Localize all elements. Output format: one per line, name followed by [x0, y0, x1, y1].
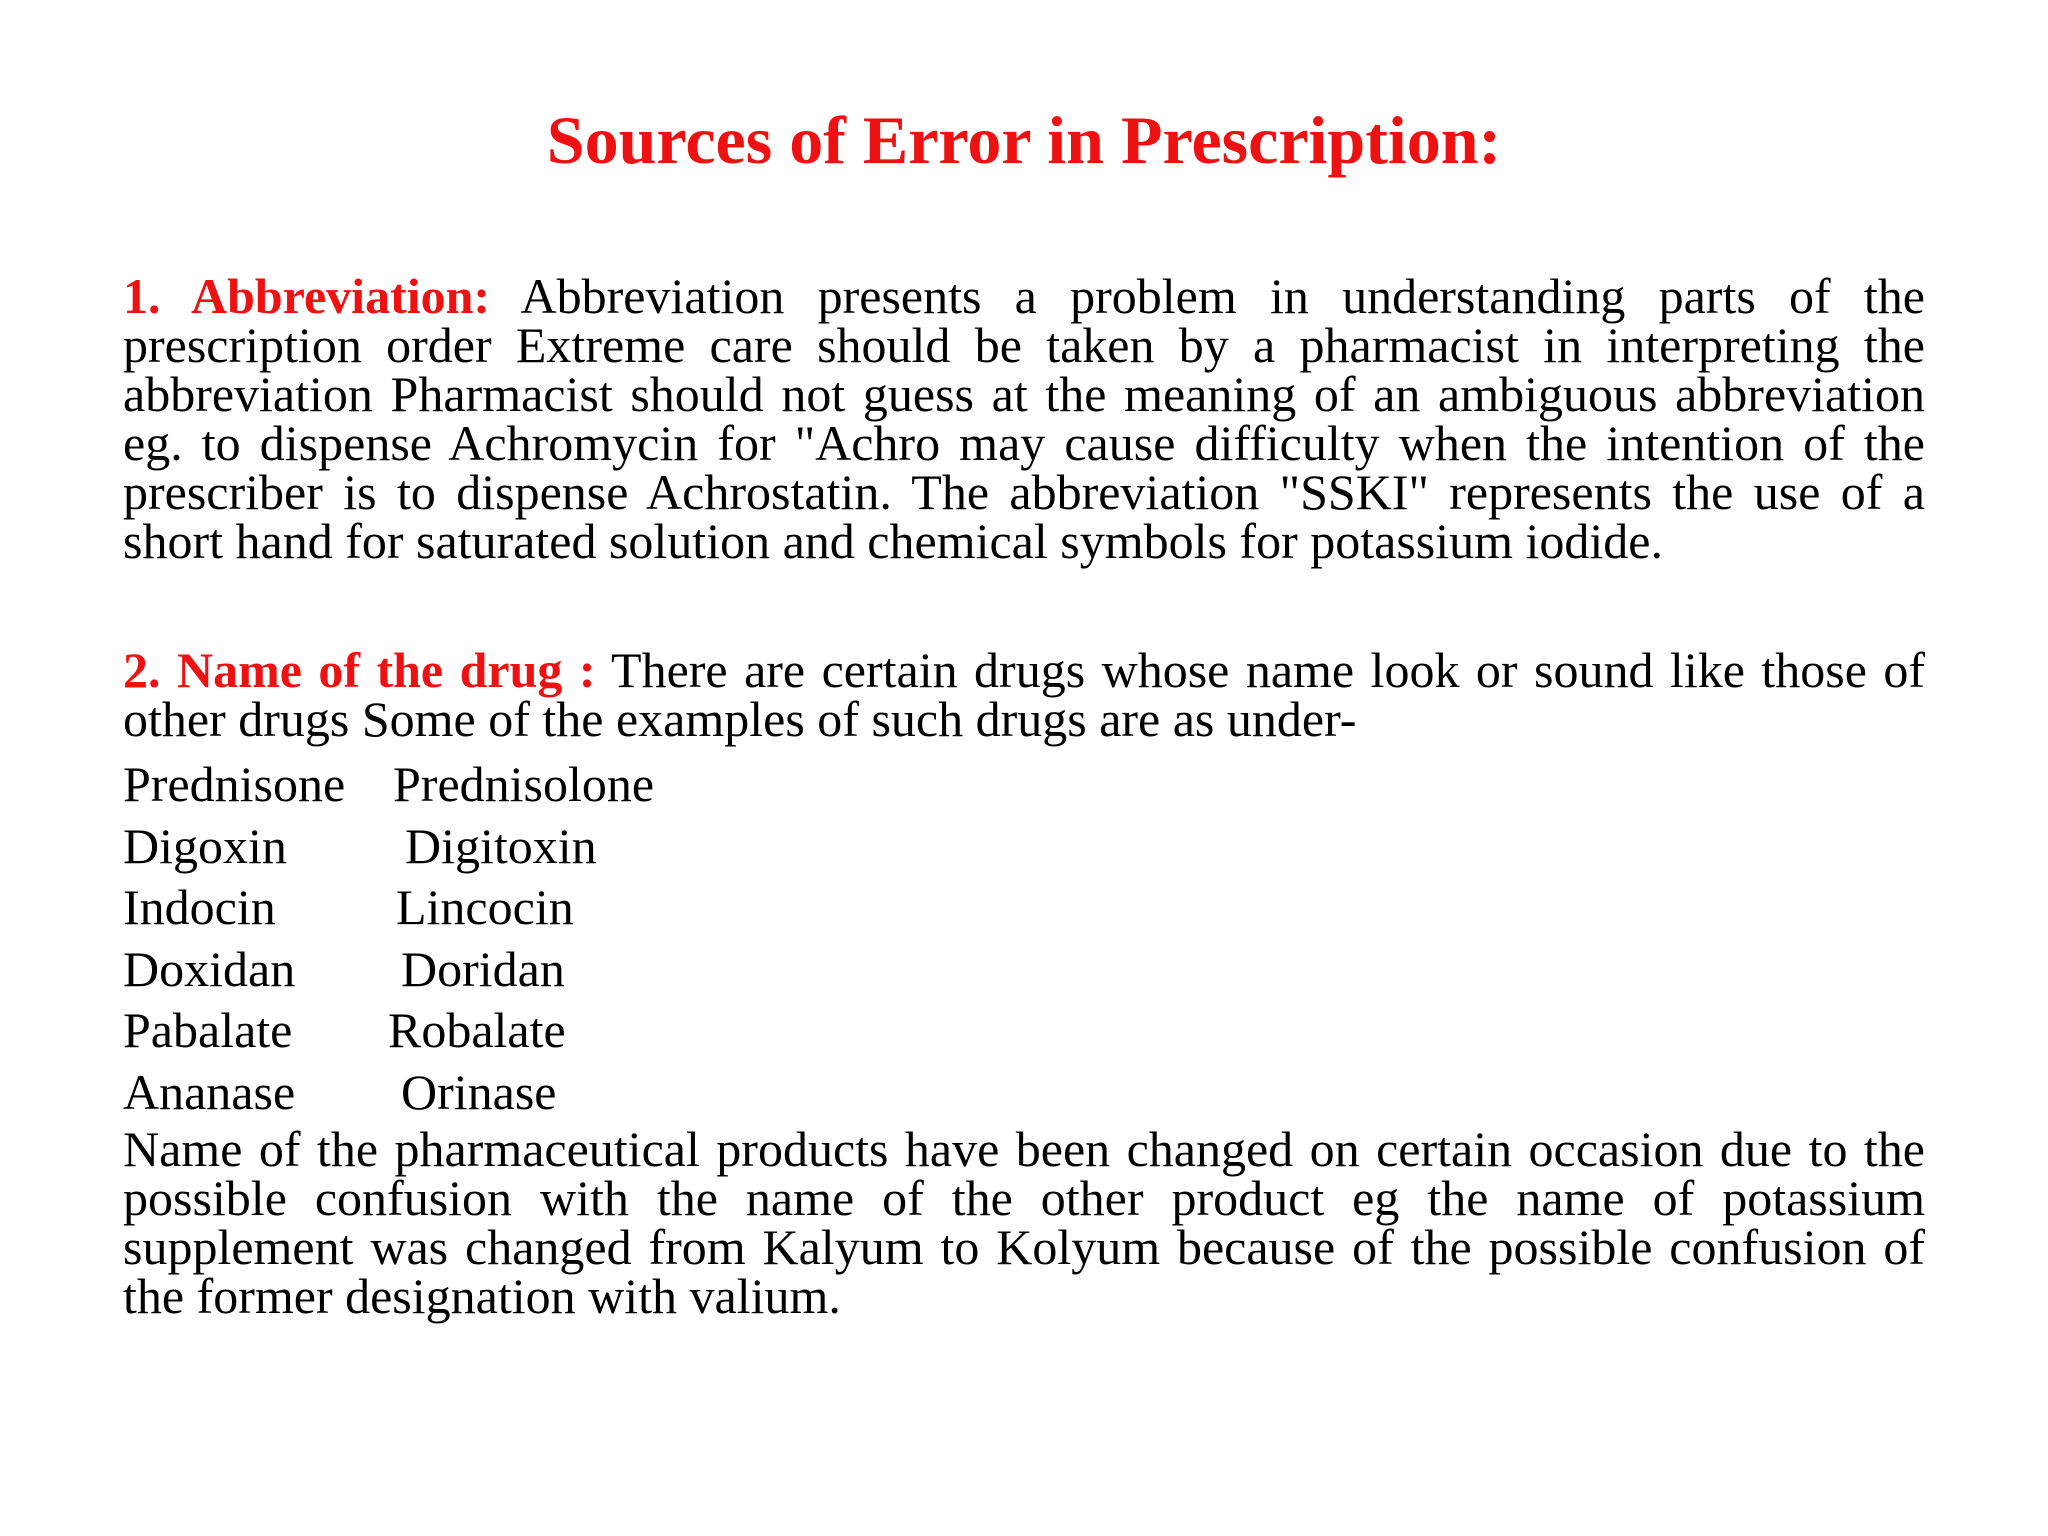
drug-name-paragraph: [123, 642, 1926, 747]
drug-pair: [123, 877, 1925, 939]
drug-name-a: Digoxin: [123, 817, 287, 874]
drug-pair: [123, 816, 1925, 878]
drug-name-b: Doridan: [401, 940, 565, 997]
name-change-paragraph: Name of the pharmaceutical products have been changed on certain occasion due to the possible confusion with the name of the other product eg the name of potassium supplement was changed from Kalyum to Kolyum because of the possible confusion of the former designation with valium.: [123, 1121, 1925, 1324]
drug-name-b: Lincocin: [396, 879, 574, 935]
drug-name-heading: 2. Name of the drug :: [123, 642, 596, 698]
drug-name-a: Pabalate: [123, 1002, 293, 1058]
drug-name-b: Robalate: [388, 1002, 566, 1058]
abbreviation-heading: 1. Abbreviation:: [123, 268, 491, 324]
drug-name-a: Indocin: [123, 879, 276, 935]
page-title: Sources of Error in Prescription:: [546, 102, 1502, 178]
drug-pair: [123, 1000, 1925, 1062]
drug-name-a: Prednisone: [123, 756, 346, 812]
drug-pair: [123, 1062, 1925, 1124]
abbreviation-text: Abbreviation presents a problem in understanding parts of the prescription order Extreme care should be taken by a pharmacist in interpreting the abbreviation Pharmacist should not guess at the meaning of an ambiguous abbreviation eg. to dispense Achromycin for "Achro may cause difficulty when the intention of the prescriber is to dispense Achrostatin. The abbreviation "SSKI" represents the use of a short hand for saturated solution and chemical symbols for potassium iodide.: [123, 268, 1925, 569]
slide-content: [123, 268, 1926, 1324]
drug-name-a: Doxidan: [123, 940, 296, 997]
drug-pair: [123, 939, 1925, 1001]
drug-pair: [123, 754, 1925, 816]
drug-name-b: Prednisolone: [393, 756, 655, 812]
drug-name-b: Digitoxin: [405, 817, 597, 874]
abbreviation-paragraph: [123, 268, 1925, 569]
drug-name-b: Orinase: [401, 1063, 557, 1120]
drug-name-a: Ananase: [123, 1063, 296, 1120]
drug-pairs-list: [123, 754, 1925, 1123]
drug-name-text: There are certain drugs whose name look or sound like those of other drugs Some of the examples of such drugs are as under-: [123, 642, 1926, 747]
